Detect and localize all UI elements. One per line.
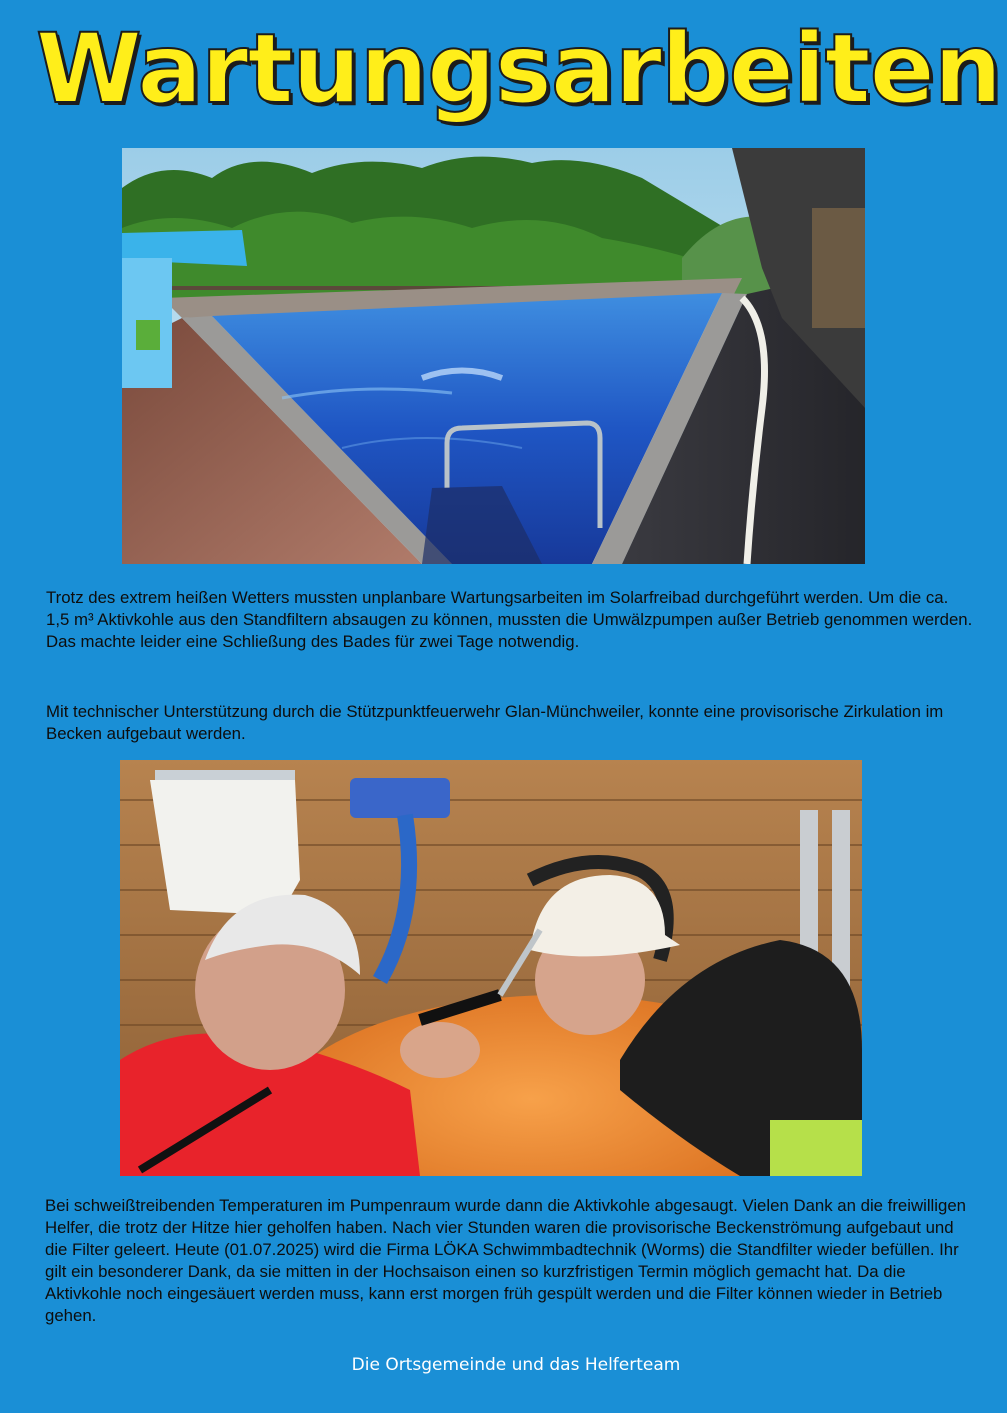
pool-photo — [122, 148, 865, 564]
paragraph-fire-brigade: Mit technischer Unterstützung durch die Stützpunktfeuerwehr Glan-Münchweiler, konnte eine provisorische Zirkulation im Becken aufgebaut werden. — [46, 702, 944, 743]
pool-photo-illustration — [122, 148, 865, 564]
page-title: Wartungsarbeiten — [35, 13, 1002, 125]
paragraph-pump-room: Bei schweißtreibenden Temperaturen im Pumpenraum wurde dann die Aktivkohle abgesaugt. Vielen Dank an die freiwilligen Helfer, die trotz der Hitze hier geholfen haben. Nach vier Stunden waren die provisorische Beckenströmung aufgebaut und die Filter geleert. Heute (01.07.2025) wird die Firma LÖKA Schwimmbadtechnik (Worms) die Standfilter wieder befüllen. Ihr gilt ein besonderer Dank, da sie mitten in der Hochsaison einen so kurzfristigen Termin möglich gemacht hat. Da die Aktivkohle noch eingesäuert werden muss, kann erst morgen früh gespült werden und die Filter können wieder in Betrieb gehen. — [45, 1196, 967, 1325]
workers-photo-illustration — [120, 760, 862, 1176]
workers-photo — [120, 760, 862, 1176]
signature: Die Ortsgemeinde und das Helferteam — [351, 1355, 681, 1375]
paragraph-intro: Trotz des extrem heißen Wetters mussten unplanbare Wartungsarbeiten im Solarfreibad durchgeführt werden. Um die ca. 1,5 m³ Aktivkohle aus den Standfiltern absaugen zu können, mussten die Umwälzpumpen außer Betrieb genommen werden. Das machte leider eine Schließung des Bades für zwei Tage notwendig. — [46, 588, 973, 651]
